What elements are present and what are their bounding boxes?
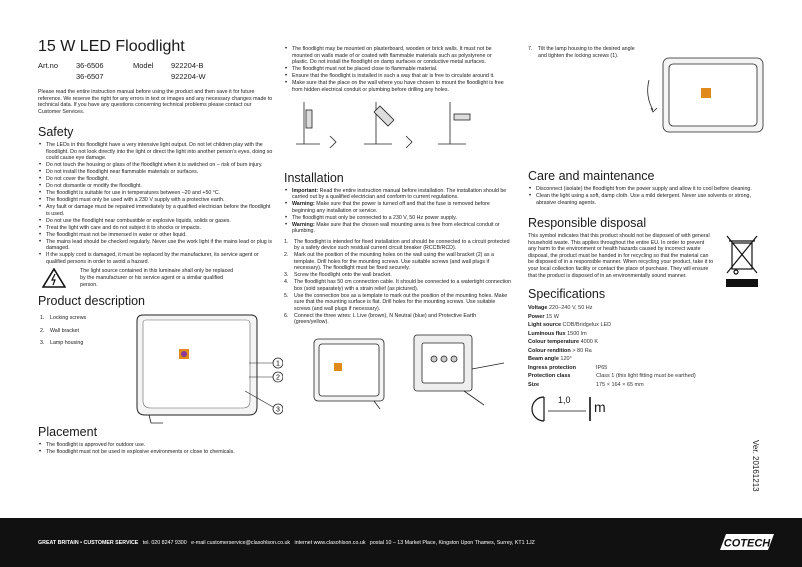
list-item: • The floodlight is suitable for use in temperatures between –20 and +50 °C. bbox=[38, 190, 274, 197]
footer-internet[interactable]: internet www.clasohlson.co.uk bbox=[294, 540, 366, 546]
article-row bbox=[38, 71, 274, 82]
column-middle bbox=[284, 46, 516, 416]
list-item: • Make sure that the place on the wall where you have chosen to mount the floodlight is free from hidden electrical conduit or plumbing before drilling any holes. bbox=[284, 80, 509, 93]
footer-postal: postal 10 – 13 Market Place, Kingston Upon Thames, Surrey, KT1 1JZ bbox=[369, 540, 535, 546]
list-item: • The floodlight must only be connected to a 230 V, 50 Hz power supply. bbox=[284, 215, 509, 222]
distance-unit: m bbox=[594, 399, 606, 416]
list-item: 4. The floodlight has 50 cm connection cable. It should be connected to a watertight connection box (sold separately) with a strain relief (as pictured). bbox=[284, 279, 512, 292]
mounting-notes-list bbox=[284, 46, 509, 93]
installation-notes bbox=[284, 188, 509, 235]
list-item: • The floodlight may be mounted on plasterboard, wooden or brick walls. It must not be mounted on walls made of or coated with flammable materials such as polystyrene or plastic. Do not install the floodlight on damp surfaces or conductive metal surfaces. bbox=[284, 46, 509, 66]
footer-email[interactable]: e-mail customerservice@clasohlson.co.uk bbox=[191, 540, 291, 546]
distance-label: 1,0 bbox=[558, 395, 571, 406]
warning-triangle-icon bbox=[42, 268, 66, 288]
parts-list bbox=[40, 315, 120, 347]
disposal-heading: Responsible disposal bbox=[528, 216, 647, 230]
art-label: Art.no bbox=[38, 61, 59, 70]
spec-row: Ingress protection IP65 bbox=[528, 364, 608, 371]
specifications-heading: Specifications bbox=[528, 287, 606, 302]
article-block bbox=[38, 60, 274, 82]
cotech-logo-icon bbox=[716, 530, 778, 556]
spec-row: Beam angle 120° bbox=[528, 356, 572, 363]
column-left bbox=[38, 38, 280, 456]
list-item: • Do not use the floodlight near combustible or explosive liquids, solids or gases. bbox=[38, 218, 274, 225]
intro-text: Please read the entire instruction manual before using the product and then save it for future reference. We reserve the right for any errors in text or images and any necessary changes made to technical data. If you have any questions concerning technical problems please contact our Customer Services. bbox=[38, 89, 273, 115]
page-title: 15 W LED Floodlight bbox=[38, 38, 185, 55]
list-item: • The floodlight must not be placed close to flammable material. bbox=[284, 66, 509, 73]
installation-steps bbox=[284, 239, 512, 326]
product-description-block bbox=[38, 311, 280, 429]
care-heading: Care and maintenance bbox=[528, 169, 655, 183]
list-item: • Do not install the floodlight near flammable materials or surfaces. bbox=[38, 169, 274, 176]
column-right bbox=[528, 46, 768, 423]
footer bbox=[0, 518, 802, 567]
model-label: Model bbox=[133, 61, 154, 70]
list-item: 1. The floodlight is intended for fixed installation and should be connected to a circuit protected by a safety device such residual current circuit breaker (RCCB/RCD). bbox=[284, 238, 510, 251]
installation-heading: Installation bbox=[284, 170, 344, 185]
list-item: • Ensure that the floodlight is installed in such a way that air is free to circulate around it. bbox=[284, 73, 509, 80]
footer-contact bbox=[38, 540, 535, 546]
footer-tel: tel. 020 8247 9300 bbox=[142, 540, 187, 546]
model-number: 922204-W bbox=[171, 72, 206, 81]
list-item: 5. Use the connection box as a template to mark out the position of the mounting holes. Make sure that the mounting surface is flat. Drill holes for the mounting screws. Use suitable screws (and wall plugs if necessary). bbox=[284, 292, 508, 312]
list-item: 6. Connect the three wires: L Live (brown), N Neutral (blue) and Protective Earth (green/yellow). bbox=[284, 312, 477, 325]
specifications-table bbox=[528, 304, 768, 389]
spec-row: Colour rendition > 80 Ra bbox=[528, 347, 592, 354]
brand-logo bbox=[716, 530, 778, 556]
mounting-orientation-illustration bbox=[290, 96, 490, 152]
list-item: 2. Mark out the position of the mounting holes on the wall using the wall bracket (2) as a template. Drill holes for the mounting screws. Use suitable screws (and wall plugs if necessary). The floodlight must be fixed securely. bbox=[284, 252, 494, 271]
list-item: • Any fault or damage must be repaired immediately by a qualified electrician before the floodlight is used. bbox=[38, 204, 274, 217]
spec-row: Size 175 × 164 × 65 mm bbox=[528, 381, 644, 388]
spec-row: Protection class Class 1 (this light fitting must be earthed) bbox=[528, 373, 696, 380]
brand-text: COTECH bbox=[723, 537, 771, 550]
list-item: • Clean the light using a soft, damp cloth. Use a mild detergent. Never use solvents or strong, abrasive cleaning agents. bbox=[528, 193, 766, 206]
spec-row: Voltage 220–240 V, 50 Hz bbox=[528, 305, 593, 312]
list-item: • The mains lead should be checked regularly. Never use the work light if the mains lead or plug is damaged. bbox=[38, 239, 274, 252]
callout-label: 3 bbox=[276, 406, 280, 414]
tilt-illustration bbox=[643, 50, 773, 136]
list-item: • Disconnect (isolate) the floodlight from the power supply and allow it to cool before cleaning. bbox=[528, 186, 766, 193]
list-item: • Warning: Make sure that the chosen wall mounting area is free from electrical conduit or plumbing. bbox=[284, 222, 509, 235]
spec-row: Luminous flux 1500 lm bbox=[528, 330, 587, 337]
list-item: • The floodlight must not be used in explosive environments or close to chemicals. bbox=[38, 449, 274, 456]
product-description-heading: Product description bbox=[38, 294, 146, 309]
callout-label: 1 bbox=[276, 360, 280, 368]
version-label: Ver. 20161213 bbox=[751, 440, 760, 492]
safety-heading: Safety bbox=[38, 125, 74, 140]
list-item: 3. Screw the floodlight onto the wall bracket. bbox=[284, 272, 392, 278]
article-row bbox=[38, 60, 274, 71]
list-item: • Warning: Make sure that the power is turned off and that the fuse is removed before beginning any installation or service. bbox=[284, 201, 509, 214]
footer-country: GREAT BRITAIN • CUSTOMER SERVICE bbox=[38, 540, 139, 546]
disposal-text: This symbol indicates that this product should not be disposed of with general household waste. This applies throughout the entire EU. In order to prevent any harm to the environment or health hazards caused by incorrect waste disposal, the product must be handed in for recycling so that the material can be disposed of in a responsible manner. When recycling your product, take it to your local collection facility or contact the place of purchase. They will ensure that the product is disposed of in an environmentally sound manner. bbox=[528, 233, 714, 279]
weee-bin-icon bbox=[724, 233, 760, 293]
list-item: • If the supply cord is damaged, it must be replaced by the manufacturer, its service agent or qualified persons in order to avoid a hazard. bbox=[38, 252, 274, 265]
warning-note-text: The light source contained in this luminaire shall only be replaced by the manufacturer or his service agent or a similar qualified person. bbox=[80, 268, 234, 288]
art-number: 36-6506 bbox=[76, 61, 104, 70]
list-item: 7. Tilt the lamp housing to the desired angle and tighten the locking screws (1). bbox=[528, 46, 635, 59]
list-item: 2. Wall bracket bbox=[40, 327, 79, 334]
disposal-block bbox=[528, 233, 768, 279]
warning-note bbox=[38, 268, 274, 288]
list-item: 1. Locking screws bbox=[40, 315, 87, 322]
spec-row: Light source COB/Bridgelux LED bbox=[528, 322, 612, 329]
spec-row: Power 15 W bbox=[528, 313, 559, 320]
list-item: • The floodlight is approved for outdoor use. bbox=[38, 442, 274, 449]
safety-list bbox=[38, 142, 274, 265]
care-list bbox=[528, 186, 766, 206]
list-item: • The LEDs in this floodlight have a very intensive light output. Do not let children play with the floodlight. Do not look directly into the light or direct the light into another person’s eyes, doing so could cause eye damage. bbox=[38, 142, 274, 162]
placement-list bbox=[38, 442, 274, 456]
list-item: • Important: Read the entire instruction manual before installation. The installation should be carried out by a qualified electrician and conform to current regulations. bbox=[284, 188, 509, 201]
art-number: 36-6507 bbox=[76, 72, 104, 81]
list-item: • The floodlight must only be used with a 230 V supply with a protective earth. bbox=[38, 197, 274, 204]
list-item: • Do not touch the housing or glass of the floodlight when it is switched on – risk of burn injury. bbox=[38, 162, 274, 169]
model-number: 922204-B bbox=[171, 61, 204, 70]
placement-heading: Placement bbox=[38, 425, 98, 440]
list-item: • The floodlight must not be immersed in water or other liquid. bbox=[38, 232, 274, 239]
callout-label: 2 bbox=[276, 374, 280, 382]
spec-row: Colour temperature 4000 K bbox=[528, 339, 599, 346]
floodlight-illustration bbox=[133, 311, 283, 429]
list-item: • Do not cover the floodlight. bbox=[38, 176, 274, 183]
installation-step-7 bbox=[528, 46, 638, 59]
list-item: • Do not dismantle or modify the floodlight. bbox=[38, 183, 274, 190]
min-distance-symbol bbox=[528, 393, 768, 423]
installation-illustration bbox=[284, 329, 514, 411]
list-item: 3. Lamp housing bbox=[40, 340, 84, 347]
list-item: • Treat the light with care and do not subject it to shocks or impacts. bbox=[38, 225, 274, 232]
